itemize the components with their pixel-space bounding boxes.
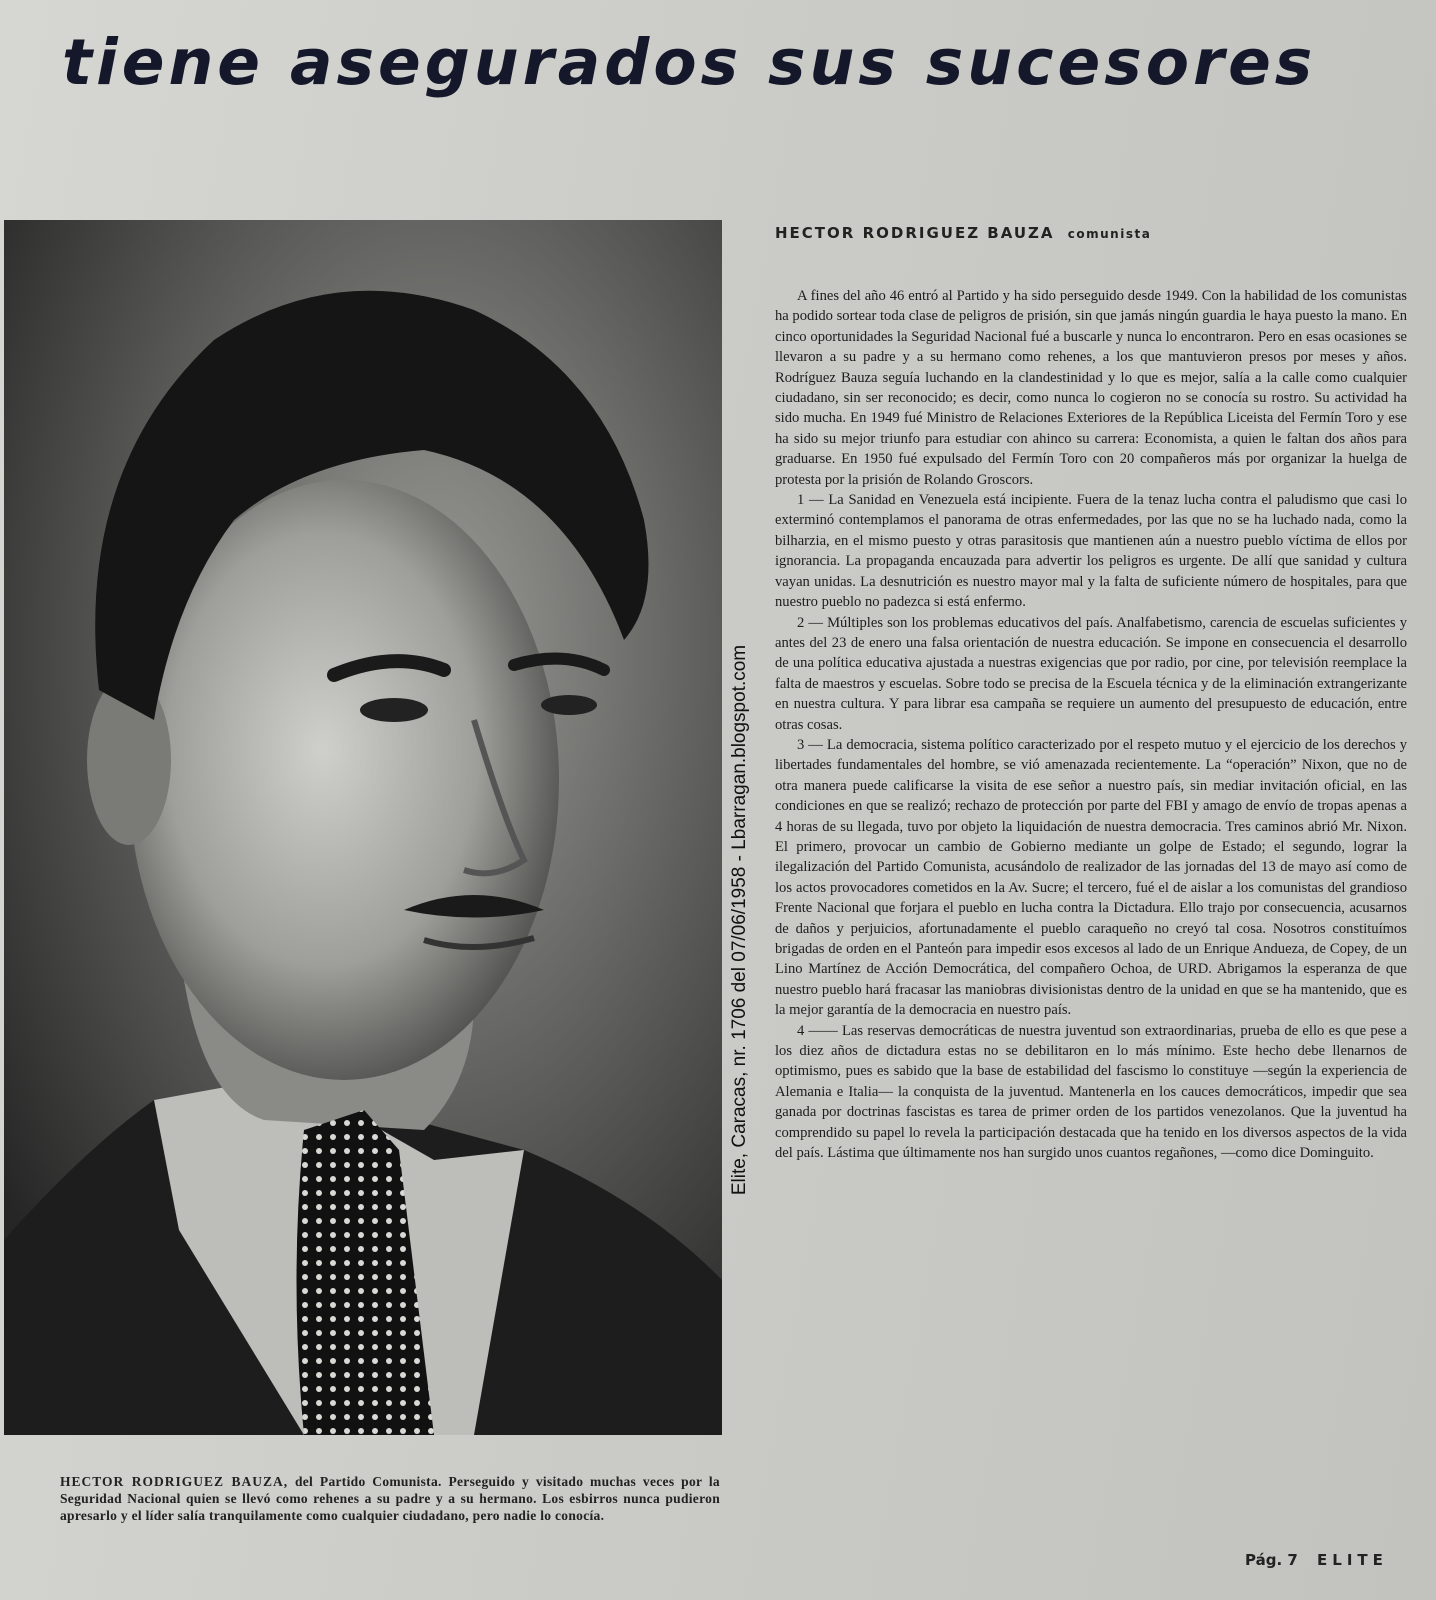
magazine-name: ELITE	[1317, 1551, 1388, 1569]
article-paragraph: A fines del año 46 entró al Partido y ha sido perseguido desde 1949. Con la habilidad de los comunistas ha podido sortear toda clase de peligros de prisión, sin que jamás ningún guardia le haya puesto la mano. En cinco oportunidades la Seguridad Nacional fué a buscarle y nunca lo encontraron. Pero en esas ocasiones se llevaron a su padre y a su hermano como rehenes, a los que mantuvieron presos por meses y años. Rodríguez Bauza seguía luchando en la clandestinidad y lo que es mejor, salía a la calle como cualquier ciudadano, sin ser reconocido; es decir, como nunca lo cogieron no se conocía su rostro. Su actividad ha sido mucha. En 1949 fué Ministro de Relaciones Exteriores de la República Liceista del Fermín Toro y ese ha sido su mejor triunfo para estudiar con ahinco su carrera: Economista, a quien le faltan dos años para graduarse. En 1950 fué expulsado del Fermín Toro con 20 compañeros más por organizar la huelga de protesta por la prisión de Rolando Groscors.	[775, 288, 1407, 488]
byline-party: comunista	[1067, 227, 1152, 241]
headline: tiene asegurados sus sucesores	[62, 26, 1317, 99]
article-body	[775, 286, 1407, 1163]
photo-caption	[60, 1473, 720, 1524]
article-paragraph: 3 — La democracia, sistema político caracterizado por el respeto mutuo y el ejercicio de los derechos y libertades fundamentales del hombre, se vió amenazada recientemente. La “operación” Nixon, que no de otra manera puede calificarse la visita de ese señor a nuestro país, sin mediar invitación oficial, en las condiciones en que se realizó; rechazo de protección por parte del FBI y amago de envío de tropas apenas a 4 horas de su llegada, tuvo por objeto la liquidación de nuestra democracia. Tres caminos abrió Mr. Nixon. El primero, provocar un cambio de Gobierno mediante un golpe de Estado; el segundo, lograr la ilegalización del Partido Comunista, acusándolo de realizador de las jornadas del 13 de mayo así como de los actos provocadores cometidos en la Av. Sucre; el tercero, fué el de aislar a los comunistas del grandioso Frente Nacional que forjara el pueblo en lucha contra la Dictadura. Ello trajo por consecuencia, acusarnos de daños y perjuicios, afortunadamente el pueblo caraqueño no creyó tal cosa. Nosotros constituímos brigadas de orden en el Panteón para impedir esos excesos al lado de un Enrique Andueza, de Copey, de un Lino Martínez de Acción Democrática, del compañero Ochoa, de URD. Abrigamos la esperanza de que nuestro pueblo hará fracasar las maniobras divisionistas dentro de la unidad en que se ha mantenido, que es la mejor garantía de la democracia en nuestro país.	[775, 736, 1407, 1019]
page-number: Pág. 7	[1245, 1551, 1298, 1569]
article-paragraph: 2 — Múltiples son los problemas educativos del país. Analfabetismo, carencia de escuelas suficientes y antes del 23 de enero una falsa orientación de nuestra educación. Se impone en consecuencia el desarrollo de una política educativa ajustada a nuestras exigencias que por radio, por cine, por televisión reemplace la falta de maestros y escuelas. Sobre todo se precisa de la Escuela técnica y de la eliminación extrangerizante en nuestra cultura. Y para librar esa campaña se requiere un aumento del presupuesto de educación, entre otras cosas.	[775, 614, 1407, 733]
page-footer	[1245, 1551, 1388, 1569]
portrait-illustration	[4, 220, 722, 1435]
article-paragraph: 4 —— Las reservas democráticas de nuestra juventud son extraordinarias, prueba de ello es que pese a los diez años de dictadura estas no se debilitaron en lo más mínimo. Este hecho debe llenarnos de optimismo, pues es sabido que la base de estabilidad del fascismo lo constituye —según la experiencia de Alemania e Italia— la conquista de la juventud. Mantenerla en los cauces democráticos, impedir que sea ganada por doctrinas fascistas es tarea de primer orden de los partidos venezolanos. Que la juventud ha comprendido su papel lo revela la participación destacada que ha tenido en los diversos aspectos de la vida del país. Lástima que últimamente nos han surgido unos cuantos regañones, —como dice Dominguito.	[775, 1022, 1407, 1162]
article-paragraph: 1 — La Sanidad en Venezuela está incipiente. Fuera de la tenaz lucha contra el paludismo que casi lo exterminó contemplamos el panorama de otras enfermedades, por las que no se ha luchado nada, como la bilharzia, en el mismo puesto y otras parasitosis que mantienen aún a nuestro pueblo víctima de ellos por ignorancia. La propaganda encauzada para advertir los peligros es urgente. De allí que sanidad y cultura vayan unidas. La desnutrición es nuestro mayor mal y la falta de suficiente número de hospitales, para que nuestro pueblo no padezca si está enfermo.	[775, 492, 1407, 611]
portrait-photo	[4, 220, 722, 1435]
source-credit: Elite, Caracas, nr. 1706 del 07/06/1958 - Lbarragan.blogspot.com	[729, 644, 750, 1196]
byline	[775, 224, 1151, 242]
caption-text: del Partido Comunista. Perseguido y visitado muchas veces por la Seguridad Nacional quien se llevó como rehenes a su padre y a su hermano. Los esbirros nunca pudieron apresarlo y el líder salía tranquilamente como cualquier ciudadano, pero nadie lo conocía.	[60, 1474, 720, 1523]
caption-name: HECTOR RODRIGUEZ BAUZA,	[60, 1474, 289, 1489]
byline-name: HECTOR RODRIGUEZ BAUZA	[775, 224, 1055, 242]
